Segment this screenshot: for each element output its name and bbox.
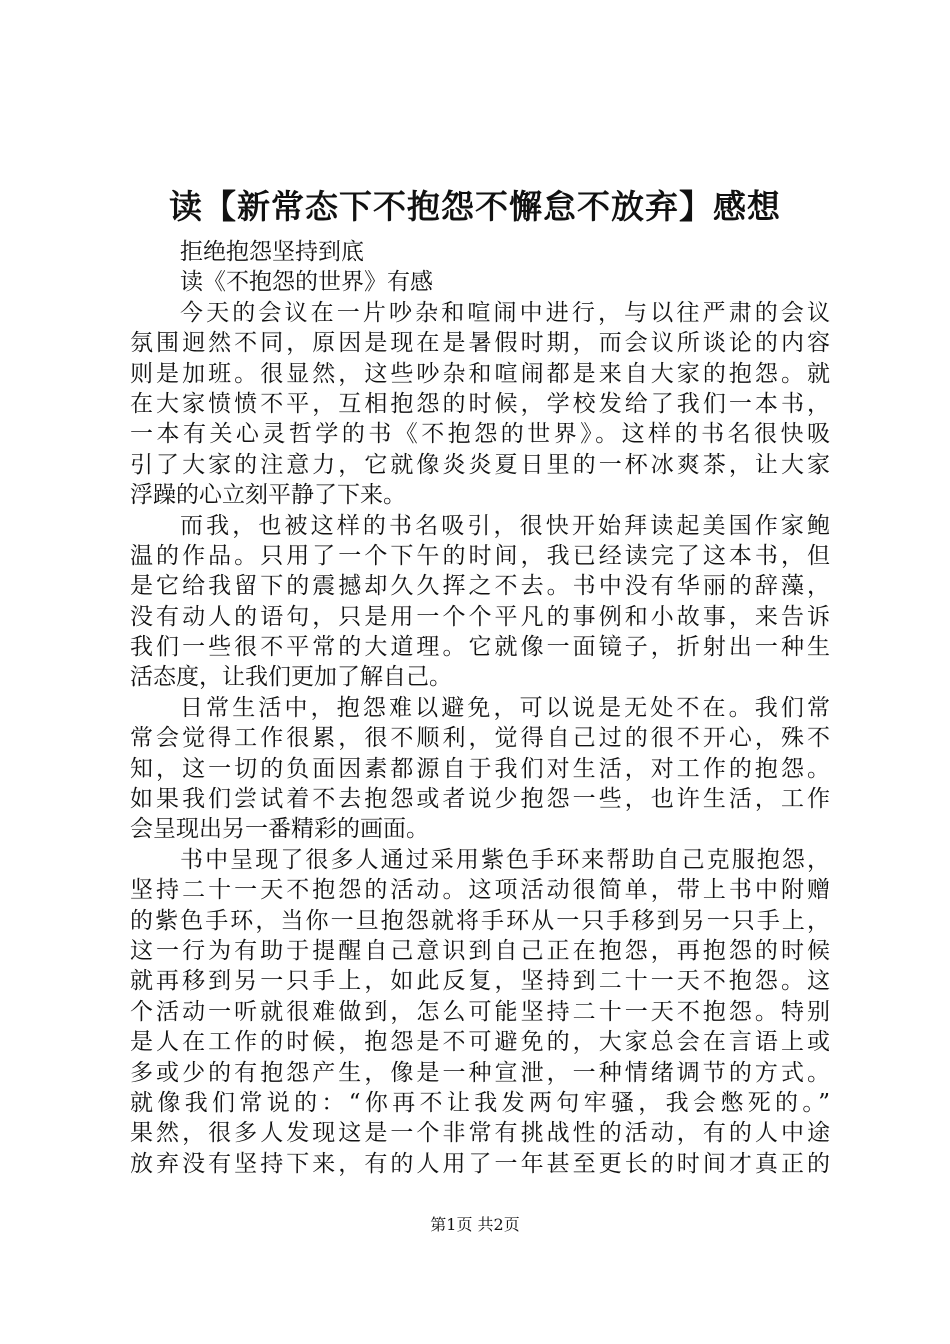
document-title: 读【新常态下不抱怨不懈怠不放弃】感想 — [169, 187, 781, 226]
paragraph-line: 日常生活中，抱怨难以避免，可以说是无处不在。我们常 — [180, 694, 830, 721]
paragraph-line: 引了大家的注意力，它就像炎炎夏日里的一杯冰爽茶，让大家 — [130, 451, 830, 478]
paragraph-line: 会呈现出另一番精彩的画面。 — [130, 816, 429, 843]
page-number-footer: 第1页 共2页 — [430, 1215, 520, 1234]
paragraph-line: 氛围迥然不同，原因是现在是暑假时期，而会议所谈论的内容 — [130, 330, 830, 357]
paragraph-line: 这一行为有助于提醒自己意识到自己正在抱怨，再抱怨的时候 — [130, 937, 830, 964]
paragraph-line: 果然，很多人发现这是一个非常有挑战性的活动，有的人中途 — [130, 1120, 830, 1147]
paragraph-line: 坚持二十一天不抱怨的活动。这项活动很简单，带上书中附赠 — [130, 877, 830, 904]
paragraph-line: 放弃没有坚持下来，有的人用了一年甚至更长的时间才真正的 — [130, 1150, 830, 1177]
paragraph-line: 没有动人的语句，只是用一个个平凡的事例和小故事，来告诉 — [130, 603, 830, 630]
paragraph-line: 我们一些很不平常的大道理。它就像一面镜子，折射出一种生 — [130, 634, 830, 661]
document-body — [130, 237, 830, 1179]
paragraph-line: 的紫色手环，当你一旦抱怨就将手环从一只手移到另一只手上， — [130, 907, 830, 934]
paragraph-line: 知，这一切的负面因素都源自于我们对生活，对工作的抱怨。 — [130, 755, 830, 782]
paragraph-line: 常会觉得工作很累，很不顺利，觉得自己过的很不开心，殊不 — [130, 725, 830, 752]
paragraph-line: 今天的会议在一片吵杂和喧闹中进行，与以往严肃的会议 — [180, 299, 830, 326]
paragraph-line: 是人在工作的时候，抱怨是不可避免的，大家总会在言语上或 — [130, 1029, 830, 1056]
paragraph-line: 温的作品。只用了一个下午的时间，我已经读完了这本书，但 — [130, 542, 830, 569]
paragraph-line: 就再移到另一只手上，如此反复，坚持到二十一天不抱怨。这 — [130, 968, 830, 995]
paragraph-line: 而我，也被这样的书名吸引，很快开始拜读起美国作家鲍 — [180, 512, 830, 539]
paragraph-line: 在大家愤愤不平，互相抱怨的时候，学校发给了我们一本书， — [130, 390, 830, 417]
paragraph-line: 个活动一听就很难做到，怎么可能坚持二十一天不抱怨。特别 — [130, 998, 830, 1025]
paragraph-line: 是它给我留下的震撼却久久挥之不去。书中没有华丽的辞藻， — [130, 573, 830, 600]
paragraph-line: 多或少的有抱怨产生，像是一种宣泄，一种情绪调节的方式。 — [130, 1059, 830, 1086]
paragraph-line: 活态度，让我们更加了解自己。 — [130, 664, 452, 691]
paragraph-line: 书中呈现了很多人通过采用紫色手环来帮助自己克服抱怨， — [180, 846, 830, 873]
paragraph-line: 一本有关心灵哲学的书《不抱怨的世界》。这样的书名很快吸 — [130, 421, 830, 448]
paragraph-line: 则是加班。很显然，这些吵杂和喧闹都是来自大家的抱怨。就 — [130, 360, 830, 387]
paragraph-line: 如果我们尝试着不去抱怨或者说少抱怨一些，也许生活，工作 — [130, 786, 830, 813]
paragraph-line: 就像我们常说的：“你再不让我发两句牢骚，我会憋死的。” — [130, 1089, 830, 1116]
subtitle-line: 读《不抱怨的世界》有感 — [180, 269, 433, 296]
paragraph-line: 浮躁的心立刻平静了下来。 — [130, 482, 406, 509]
subtitle-line: 拒绝抱怨坚持到底 — [180, 239, 364, 265]
